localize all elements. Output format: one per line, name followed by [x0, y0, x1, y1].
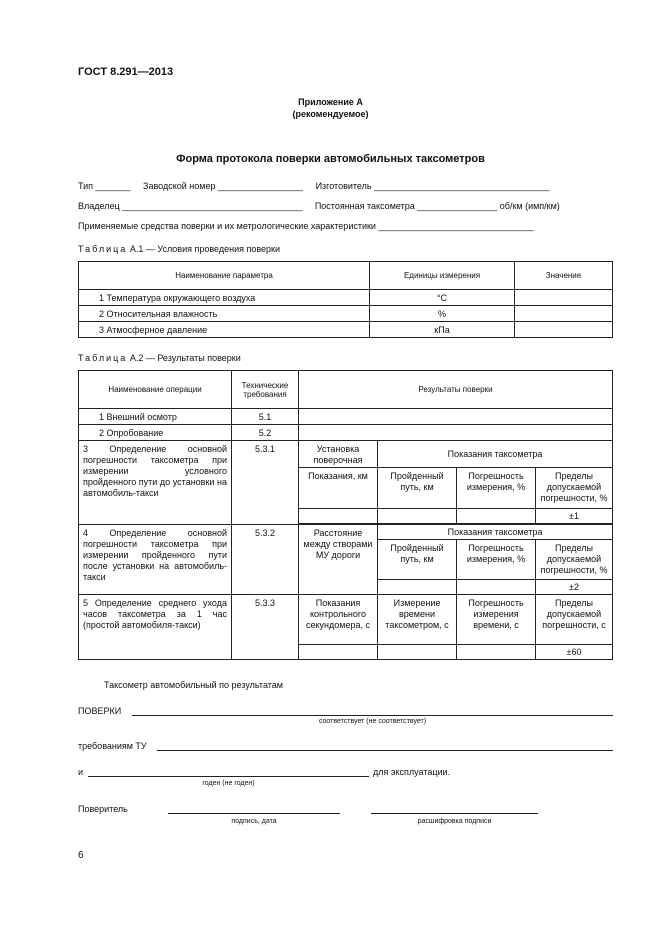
- op-name: 2 Опробование: [79, 425, 232, 441]
- table-row: [79, 290, 613, 306]
- cell-empty: [299, 645, 378, 660]
- bench-label: Установка поверочная: [299, 441, 378, 468]
- annex-title: Приложение А: [298, 97, 363, 107]
- table-row: [79, 306, 613, 322]
- table2-header-row: [79, 371, 613, 409]
- param-unit: кПа: [370, 322, 515, 338]
- table-row: [79, 425, 613, 441]
- col-limit-percent: Пределы допускаемой погрешности, %: [536, 468, 613, 509]
- conclusion-usage: для эксплуатации.: [373, 767, 451, 777]
- col-time-error: Погрешность измерения времени, с: [457, 595, 536, 645]
- conclusion-label-and: и: [78, 767, 84, 777]
- op-req: 5.3.3: [232, 595, 299, 660]
- standard-code: ГОСТ 8.291—2013: [78, 66, 174, 78]
- table1-header-value: Значение: [515, 262, 613, 290]
- table1-caption-label: Таблица: [78, 244, 128, 254]
- table2-caption-label: Таблица: [78, 353, 128, 363]
- col-stopwatch: Показания контрольного секундомера, с: [299, 595, 378, 645]
- field-line-type: Тип _______ Заводской номер _________________ Изготовитель ___________________________________: [78, 181, 550, 191]
- readings-label: Показания таксометра: [378, 525, 613, 540]
- table1-caption-text: А.1 — Условия проведения поверки: [129, 244, 281, 254]
- table1-caption: [78, 244, 280, 254]
- distance-label: Расстояние между створами МУ дороги: [299, 525, 378, 595]
- blank-line: [88, 776, 369, 777]
- table2-caption-text: А.2 — Результаты поверки: [129, 353, 241, 363]
- col-error-percent: Погрешность измерения, %: [457, 468, 536, 509]
- hint-signature-name: расшифровка подписи: [417, 818, 492, 825]
- field-line-tools: Применяемые средства поверки и их метрологические характеристики _______________________________: [78, 221, 534, 231]
- conclusion-intro: Таксометр автомобильный по результатам: [104, 680, 283, 690]
- conclusion-label-poverki: ПОВЕРКИ: [78, 706, 122, 716]
- col-distance-km: Пройденный путь, км: [378, 468, 457, 509]
- table1-header-name: Наименование параметра: [79, 262, 370, 290]
- op-result: [299, 409, 613, 425]
- results-table: [78, 370, 613, 660]
- header-operation: Наименование операции: [79, 371, 232, 409]
- limit-value: ±2: [536, 580, 613, 595]
- conditions-table: [78, 261, 613, 338]
- hint-signature-date: подпись, дата: [231, 818, 277, 825]
- limit-value: ±60: [536, 645, 613, 660]
- op-name: 4 Определение основной погрешности таксометра при измерении пройденного пути после установки на автомобиль-такси: [79, 525, 232, 595]
- col-readings-km: Показания, км: [299, 468, 378, 509]
- table-row: [79, 595, 613, 645]
- table-row: [79, 441, 613, 468]
- limit-value: ±1: [536, 509, 613, 524]
- blank-line: [157, 750, 613, 751]
- param-unit: °C: [370, 290, 515, 306]
- form-title: Форма протокола поверки автомобильных таксометров: [176, 153, 485, 165]
- blank-line: [168, 813, 340, 814]
- op-name: 1 Внешний осмотр: [79, 409, 232, 425]
- annex-subtitle: (рекомендуемое): [292, 109, 369, 119]
- header-results: Результаты поверки: [299, 371, 613, 409]
- blank-line: [132, 715, 613, 716]
- op-req: 5.3.1: [232, 441, 299, 525]
- hint-fit: годен (не годен): [202, 780, 255, 787]
- op-name: 3 Определение основной погрешности таксометра при измерении условного пройденного пути до установки на автомобиль-такси: [79, 441, 232, 525]
- annex-heading: [0, 96, 661, 120]
- param-unit: %: [370, 306, 515, 322]
- field-line-owner: Владелец ____________________________________ Постоянная таксометра ________________ об/км (имп/км): [78, 201, 560, 211]
- verifier-label: Поверитель: [78, 804, 128, 814]
- op-req: 5.1: [232, 409, 299, 425]
- cell-empty: [299, 509, 378, 524]
- param-value: [515, 322, 613, 338]
- cell-empty: [378, 580, 457, 595]
- op-req: 5.2: [232, 425, 299, 441]
- param-name: 1 Температура окружающего воздуха: [79, 290, 370, 306]
- col-taximeter-time: Измерение времени таксометром, с: [378, 595, 457, 645]
- cell-empty: [457, 645, 536, 660]
- page-number: 6: [78, 850, 84, 861]
- op-result: [299, 425, 613, 441]
- param-name: 3 Атмосферное давление: [79, 322, 370, 338]
- param-value: [515, 306, 613, 322]
- param-name: 2 Относительная влажность: [79, 306, 370, 322]
- table1-header-row: [79, 262, 613, 290]
- table1-header-unit: Единицы измерения: [370, 262, 515, 290]
- col-time-limit: Пределы допускаемой погрешности, с: [536, 595, 613, 645]
- table-row: [79, 409, 613, 425]
- param-value: [515, 290, 613, 306]
- table-row: [79, 322, 613, 338]
- cell-empty: [457, 580, 536, 595]
- table-row: [79, 525, 613, 540]
- conclusion-label-tu: требованиям ТУ: [78, 741, 147, 751]
- col-error-percent: Погрешность измерения, %: [457, 540, 536, 580]
- op-req: 5.3.2: [232, 525, 299, 595]
- blank-line: [371, 813, 538, 814]
- col-limit-percent: Пределы допускаемой погрешности, %: [536, 540, 613, 580]
- cell-empty: [457, 509, 536, 524]
- readings-label: Показания таксометра: [378, 441, 613, 468]
- col-distance-km: Пройденный путь, км: [378, 540, 457, 580]
- header-requirements: Технические требования: [232, 371, 299, 409]
- table2-caption: [78, 353, 241, 363]
- cell-empty: [378, 645, 457, 660]
- op-name: 5 Определение среднего ухода часов таксометра за 1 час (простой автомобиля-такси): [79, 595, 232, 660]
- hint-compliance: соответствует (не соответствует): [318, 718, 427, 725]
- cell-empty: [378, 509, 457, 524]
